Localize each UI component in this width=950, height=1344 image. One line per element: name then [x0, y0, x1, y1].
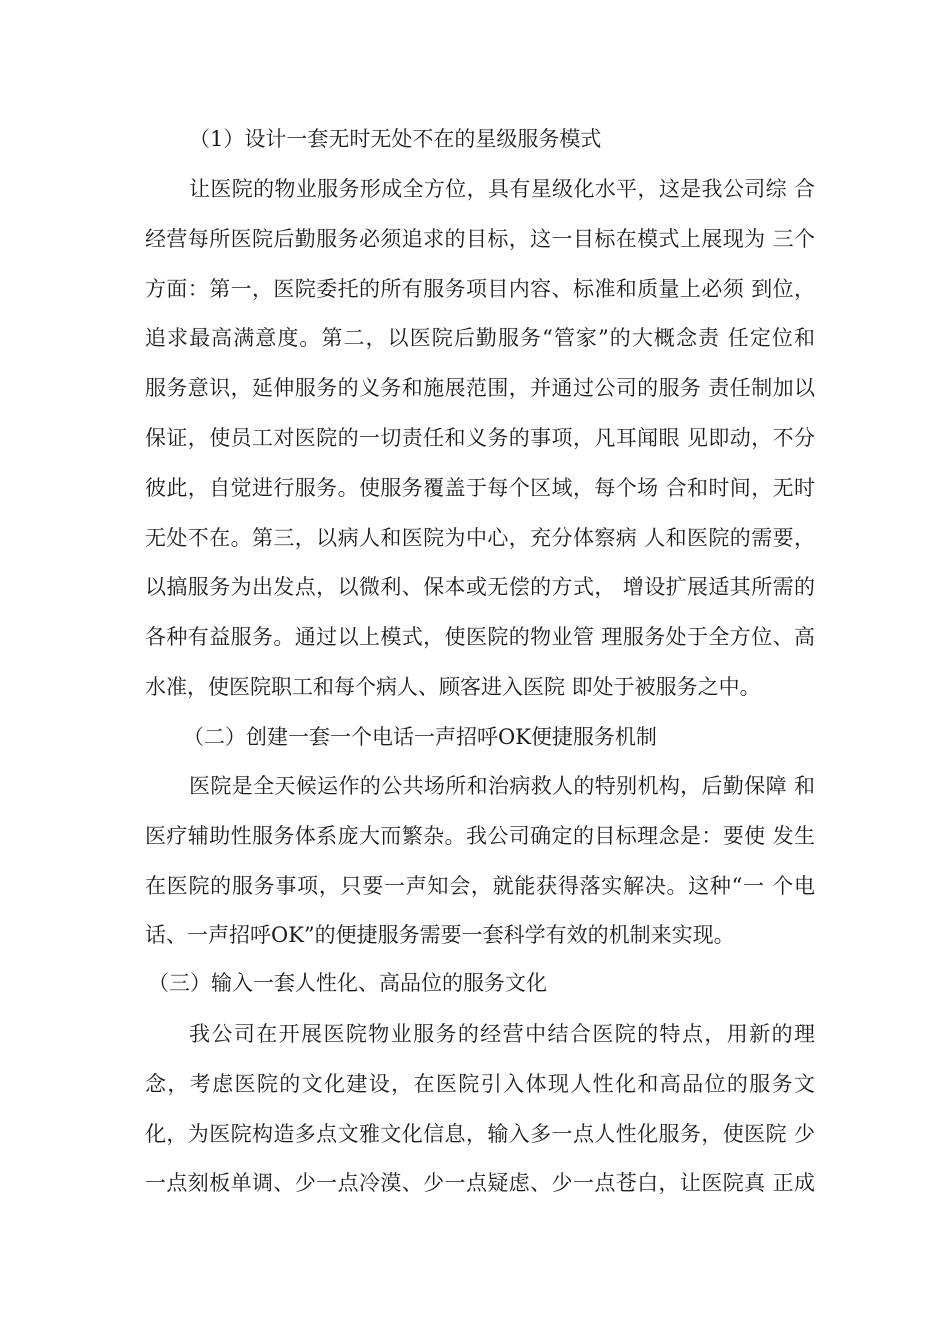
paragraph-line: 医院是全天候运作的公共场所和治病救人的特别机构，后勤保障 和	[189, 774, 815, 798]
paragraph-line: 话、一声招呼OK”的便捷服务需要一套科学有效的机制来实现。	[145, 923, 735, 947]
paragraph-line: 一点刻板单调、少一点冷漠、少一点疑虑、少一点苍白，让医院真 正成	[145, 1171, 815, 1195]
paragraph-line: 追求最高满意度。第二，以医院后勤服务“管家”的大概念责 任定位和	[145, 326, 815, 350]
paragraph-line: 经营每所医院后勤服务必须追求的目标，这一目标在模式上展现为 三个	[145, 227, 815, 251]
section-heading-2: （二）创建一套一个电话一声招呼OK便捷服务机制	[183, 725, 657, 749]
paragraph-line: 服务意识，延伸服务的义务和施展范围，并通过公司的服务 责任制加以	[145, 376, 815, 400]
section-heading-3: （三）输入一套人性化、高品位的服务文化	[148, 971, 547, 995]
paragraph-line: 以搞服务为出发点，以微利、保本或无偿的方式， 增设扩展适其所需的	[145, 575, 815, 599]
paragraph-line: 化，为医院构造多点文雅文化信息，输入多一点人性化服务，使医院 少	[145, 1122, 815, 1146]
paragraph-line: 在医院的服务事项，只要一声知会，就能获得落实解决。这种“一 个电	[145, 874, 815, 898]
paragraph-line: 无处不在。第三，以病人和医院为中心，充分体察病 人和医院的需要，	[145, 526, 815, 550]
paragraph-line: 保证，使员工对医院的一切责任和义务的事项，凡耳闻眼 见即动，不分	[145, 426, 815, 450]
paragraph-line: 让医院的物业服务形成全方位，具有星级化水平，这是我公司综 合	[189, 177, 815, 201]
paragraph-line: 我公司在开展医院物业服务的经营中结合医院的特点，用新的理	[189, 1022, 815, 1046]
paragraph-line: 各种有益服务。通过以上模式，使医院的物业管 理服务处于全方位、高	[145, 625, 815, 649]
paragraph-line: 医疗辅助性服务体系庞大而繁杂。我公司确定的目标理念是：要使 发生	[145, 824, 815, 848]
paragraph-line: 方面：第一，医院委托的所有服务项目内容、标准和质量上必须 到位，	[145, 277, 815, 301]
paragraph-line: 彼此，自觉进行服务。使服务覆盖于每个区域，每个场 合和时间，无时	[145, 476, 815, 500]
section-heading-1: （1）设计一套无时无处不在的星级服务模式	[189, 127, 602, 151]
paragraph-line: 念，考虑医院的文化建设，在医院引入体现人性化和高品位的服务文	[145, 1072, 815, 1096]
paragraph-line: 水准，使医院职工和每个病人、顾客进入医院 即处于被服务之中。	[145, 675, 761, 699]
